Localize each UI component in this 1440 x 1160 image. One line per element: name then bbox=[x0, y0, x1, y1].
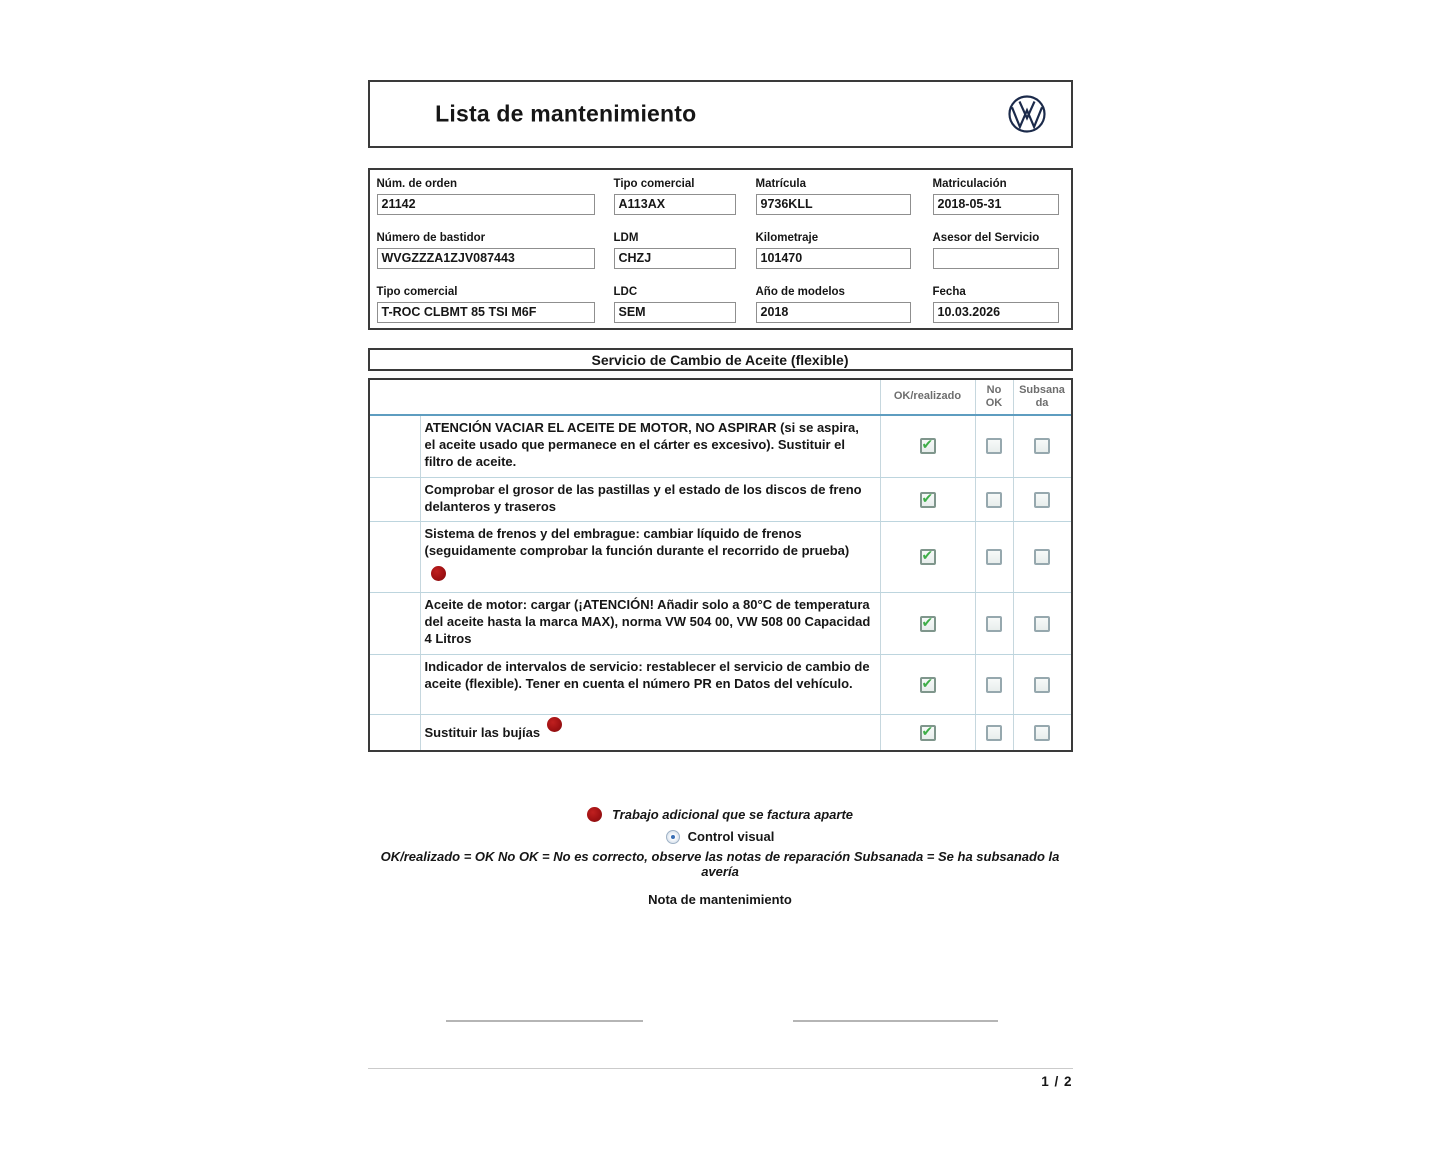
header-no-ok: No OK bbox=[975, 380, 1013, 414]
task-text-cell bbox=[420, 416, 880, 477]
field-label: Número de bastidor bbox=[376, 232, 486, 244]
checkbox-cell bbox=[880, 522, 975, 592]
ok-checkbox[interactable] bbox=[920, 722, 936, 741]
field-value-input[interactable]: SEM bbox=[614, 302, 736, 323]
task-text-cell bbox=[420, 655, 880, 714]
no-ok-checkbox[interactable] bbox=[986, 677, 1002, 693]
vehicle-form bbox=[368, 168, 1073, 330]
task-text-cell bbox=[420, 715, 880, 750]
vw-logo-icon bbox=[1007, 94, 1047, 134]
legend bbox=[368, 807, 1073, 907]
signature-line-right[interactable] bbox=[793, 1020, 998, 1022]
ok-checkbox[interactable] bbox=[920, 674, 936, 693]
field-label: Núm. de orden bbox=[376, 178, 458, 190]
checkbox-cell bbox=[1013, 478, 1071, 522]
checklist-body bbox=[370, 416, 1071, 750]
header-subsanada: Subsanada bbox=[1013, 380, 1071, 414]
form-field bbox=[377, 286, 614, 323]
header-gutter bbox=[370, 380, 420, 414]
maintenance-document bbox=[368, 80, 1073, 1089]
red-dot-line bbox=[431, 566, 872, 581]
no-ok-checkbox[interactable] bbox=[986, 549, 1002, 565]
legend-visual-check-label: Control visual bbox=[687, 829, 775, 845]
row-gutter bbox=[370, 478, 420, 522]
red-dot-icon bbox=[431, 566, 446, 581]
field-label: Año de modelos bbox=[755, 286, 845, 298]
field-label: LDM bbox=[613, 232, 639, 244]
legend-visual-check bbox=[368, 829, 1073, 844]
subsanada-checkbox[interactable] bbox=[1034, 492, 1050, 508]
subsanada-checkbox[interactable] bbox=[1034, 616, 1050, 632]
checkbox-cell bbox=[975, 416, 1013, 477]
checkbox-cell bbox=[975, 715, 1013, 750]
field-value-input[interactable]: WVGZZZA1ZJV087443 bbox=[377, 248, 595, 269]
field-label: Tipo comercial bbox=[376, 286, 458, 298]
task-label: ATENCIÓN VACIAR EL ACEITE DE MOTOR, NO ASPIRAR (si se aspira, el aceite usado que permanece en el cárter es excesivo). Sustituir el filtro de aceite. bbox=[424, 420, 859, 469]
header-ok: OK/realizado bbox=[880, 380, 975, 414]
form-row bbox=[377, 286, 1071, 323]
checklist-row bbox=[370, 592, 1071, 654]
field-label: Kilometraje bbox=[755, 232, 819, 244]
footer-divider bbox=[368, 1068, 1073, 1069]
checkbox-cell bbox=[880, 715, 975, 750]
field-label: Tipo comercial bbox=[613, 178, 695, 190]
subsanada-checkbox[interactable] bbox=[1034, 549, 1050, 565]
checkbox-cell bbox=[880, 655, 975, 714]
row-gutter bbox=[370, 715, 420, 750]
field-value-input[interactable]: 2018-05-31 bbox=[933, 194, 1059, 215]
checklist-header bbox=[370, 380, 1071, 416]
form-field bbox=[614, 232, 756, 269]
form-field bbox=[756, 178, 933, 215]
no-ok-checkbox[interactable] bbox=[986, 725, 1002, 741]
eye-icon bbox=[666, 830, 680, 844]
field-value-input[interactable]: 2018 bbox=[756, 302, 911, 323]
row-gutter bbox=[370, 655, 420, 714]
form-field bbox=[933, 178, 1071, 215]
checkbox-cell bbox=[1013, 655, 1071, 714]
checkbox-cell bbox=[1013, 593, 1071, 654]
red-dot-icon bbox=[547, 717, 562, 732]
field-value-input[interactable]: 9736KLL bbox=[756, 194, 911, 215]
form-field bbox=[756, 232, 933, 269]
checklist-row bbox=[370, 521, 1071, 592]
no-ok-checkbox[interactable] bbox=[986, 616, 1002, 632]
field-value-input[interactable]: T-ROC CLBMT 85 TSI M6F bbox=[377, 302, 595, 323]
form-field bbox=[933, 286, 1071, 323]
no-ok-checkbox[interactable] bbox=[986, 438, 1002, 454]
maintenance-note-title: Nota de mantenimiento bbox=[648, 892, 792, 908]
task-text-cell bbox=[420, 478, 880, 522]
checkbox-cell bbox=[880, 593, 975, 654]
ok-checkbox[interactable] bbox=[920, 613, 936, 632]
signature-line-left[interactable] bbox=[446, 1020, 643, 1022]
task-label: Sistema de frenos y del embrague: cambiar líquido de frenos (seguidamente comprobar la función durante el recorrido de prueba) bbox=[424, 526, 850, 559]
form-field bbox=[614, 178, 756, 215]
field-value-input[interactable] bbox=[933, 248, 1059, 269]
task-label: Sustituir las bujías bbox=[424, 725, 541, 741]
field-label: Matriculación bbox=[932, 178, 1007, 190]
task-label: Indicador de intervalos de servicio: restablecer el servicio de cambio de aceite (flexible). Tener en cuenta el número PR en Datos del vehículo. bbox=[424, 659, 870, 692]
checkbox-cell bbox=[880, 478, 975, 522]
check-icon: ✔ bbox=[921, 722, 934, 739]
checklist-row bbox=[370, 654, 1071, 714]
ok-checkbox[interactable] bbox=[920, 549, 936, 565]
row-gutter bbox=[370, 593, 420, 654]
checkbox-cell bbox=[880, 416, 975, 477]
row-gutter bbox=[370, 522, 420, 592]
form-row bbox=[377, 178, 1071, 215]
document-header bbox=[368, 80, 1073, 148]
checkbox-cell bbox=[975, 593, 1013, 654]
checkbox-cell bbox=[1013, 522, 1071, 592]
checklist-table bbox=[368, 378, 1073, 752]
signature-area bbox=[368, 1020, 1073, 1022]
checkbox-cell bbox=[975, 478, 1013, 522]
header-task-column bbox=[420, 380, 880, 414]
row-gutter bbox=[370, 416, 420, 477]
red-dot-icon bbox=[587, 807, 602, 822]
check-icon: ✔ bbox=[921, 489, 934, 506]
field-label: Matrícula bbox=[755, 178, 806, 190]
legend-additional-work bbox=[368, 807, 1073, 822]
field-value-input[interactable]: 10.03.2026 bbox=[933, 302, 1059, 323]
form-field bbox=[614, 286, 756, 323]
checklist-row bbox=[370, 714, 1071, 750]
subsanada-checkbox[interactable] bbox=[1034, 677, 1050, 693]
field-value-input[interactable]: 21142 bbox=[377, 194, 595, 215]
legend-additional-work-label: Trabajo adicional que se factura aparte bbox=[611, 807, 854, 823]
task-text-cell bbox=[420, 522, 880, 592]
task-label: Comprobar el grosor de las pastillas y el estado de los discos de freno delanteros y traseros bbox=[424, 481, 862, 514]
no-ok-checkbox[interactable] bbox=[986, 492, 1002, 508]
ok-checkbox[interactable] bbox=[920, 438, 936, 454]
field-value-input[interactable]: 101470 bbox=[756, 248, 911, 269]
ok-checkbox[interactable] bbox=[920, 489, 936, 508]
form-field bbox=[377, 232, 614, 269]
check-icon: ✔ bbox=[921, 613, 934, 630]
form-row bbox=[377, 232, 1071, 269]
legend-status-line: OK/realizado = OK No OK = No es correcto, observe las notas de reparación Subsanada = Se ha subsanado la avería bbox=[380, 849, 1060, 880]
checkbox-cell bbox=[1013, 416, 1071, 477]
subsanada-checkbox[interactable] bbox=[1034, 438, 1050, 454]
form-field bbox=[377, 178, 614, 215]
checkbox-cell bbox=[975, 655, 1013, 714]
field-value-input[interactable]: A113AX bbox=[614, 194, 736, 215]
field-label: Fecha bbox=[932, 286, 966, 298]
form-field bbox=[933, 232, 1071, 269]
checklist-row bbox=[370, 416, 1071, 477]
task-text-cell bbox=[420, 593, 880, 654]
check-icon: ✔ bbox=[921, 436, 934, 453]
check-icon: ✔ bbox=[921, 547, 934, 564]
checkbox-cell bbox=[1013, 715, 1071, 750]
field-label: Asesor del Servicio bbox=[932, 232, 1040, 244]
field-value-input[interactable]: CHZJ bbox=[614, 248, 736, 269]
checklist-row bbox=[370, 477, 1071, 522]
subsanada-checkbox[interactable] bbox=[1034, 725, 1050, 741]
page-title: Lista de mantenimiento bbox=[435, 100, 697, 127]
field-label: LDC bbox=[613, 286, 638, 298]
page-number: 1 / 2 bbox=[1041, 1074, 1073, 1090]
checkbox-cell bbox=[975, 522, 1013, 592]
task-label: Aceite de motor: cargar (¡ATENCIÓN! Añadir solo a 80°C de temperatura del aceite hasta la marca MAX), norma VW 504 00, VW 508 00 Capacidad 4 Litros bbox=[424, 597, 871, 647]
form-field bbox=[756, 286, 933, 323]
section-title: Servicio de Cambio de Aceite (flexible) bbox=[368, 348, 1073, 371]
check-icon: ✔ bbox=[921, 674, 934, 691]
